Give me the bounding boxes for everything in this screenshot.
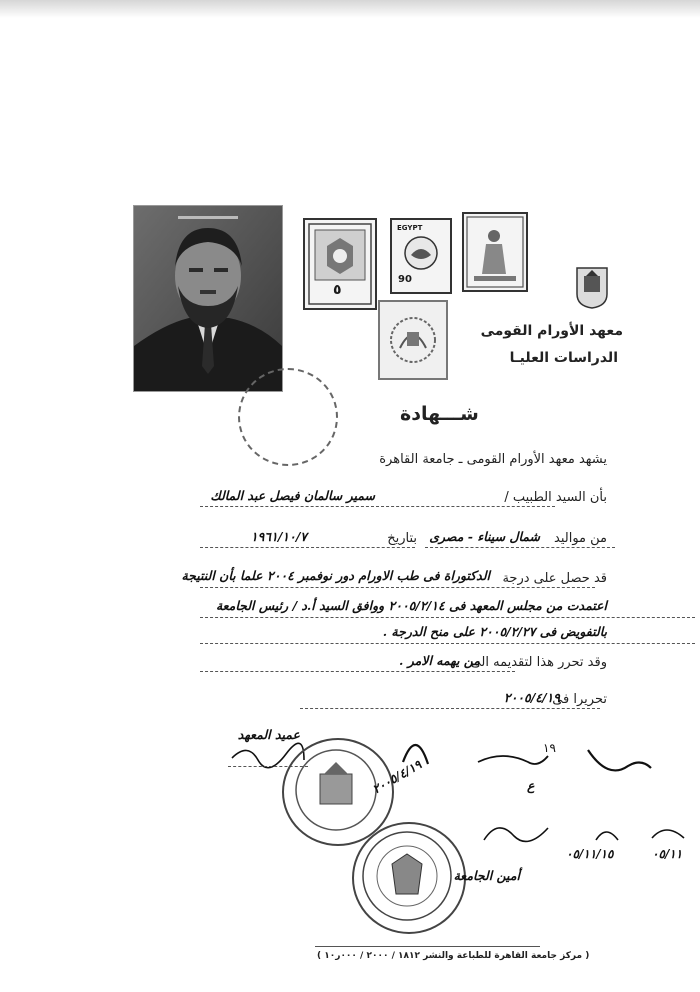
birthdate-line (200, 547, 415, 548)
certificate-title: شـــهادة (400, 403, 479, 425)
institute-seal-1 (238, 368, 338, 466)
department-name: الدراسات العليـا (509, 350, 618, 366)
svg-text:١٩: ١٩ (543, 741, 556, 755)
secretary-signature (478, 810, 558, 860)
purpose-label: وقد تحرر هذا لتقديمه الى (470, 655, 607, 670)
issued-date: ٢٠٠٥/٤/١٩ (503, 690, 560, 705)
degree-delegation: بالتفويض فى ٢٠٠٥/٢/٢٧ على منح الدرجة . (382, 624, 607, 639)
birthdate-value: ١٩٦١/١٠/٧ (250, 529, 307, 544)
doctor-label: بأن السيد الطبيب / (504, 490, 607, 505)
portrait-image (134, 206, 282, 391)
purpose-line (200, 671, 515, 672)
stamp-denomination: ٥ (333, 282, 342, 298)
birthplace-line (425, 547, 615, 548)
revenue-stamp-3 (462, 212, 528, 292)
secretary-label: أمين الجامعة (453, 868, 520, 883)
signature-date: ٢٠٠٥/٤/١٩ (370, 757, 424, 797)
calligraphy-emblem-icon (402, 234, 440, 272)
birthplace-value: شمال سيناء - مصرى (429, 529, 540, 544)
degree-line-2 (200, 617, 695, 618)
footer-rule (315, 946, 540, 947)
degree-line-1 (200, 587, 595, 588)
degree-text: الدكتوراة فى طب الاورام دور نوفمبر ٢٠٠٤ علما بأن النتيجة (181, 568, 490, 583)
stamp-value: 90 (398, 274, 412, 285)
eagle-emblem-icon (354, 824, 460, 928)
middle-note: ع (527, 778, 535, 793)
purpose-value: من يهمه الامر . (399, 653, 480, 668)
birthdate-label: بتاريخ (387, 531, 417, 546)
stamp-country: EGYPT (397, 224, 423, 232)
institute-name: معهد الأورام القومى (480, 323, 623, 339)
issued-line (300, 708, 600, 709)
dean-signature-label: عميد المعهد (237, 727, 300, 742)
official-signature (398, 722, 653, 784)
right-date-2: ٠٥/١١ (652, 847, 683, 861)
degree-label: قد حصل على درجة (502, 571, 607, 586)
scan-edge-shadow (0, 0, 700, 18)
issued-label: تحريرا فى (552, 692, 607, 707)
applicant-photo (133, 205, 283, 392)
doctor-name-line (200, 506, 555, 507)
printer-imprint: ( مركز جامعة القاهرة للطباعة والنشر ١٨١٢ / ٢٠٠٠ / ٠٠٠ر١٠ ) (317, 951, 590, 961)
revenue-stamp-1 (303, 218, 377, 310)
right-date-1: ٠٥/١١/١٥ (566, 847, 614, 861)
degree-approval: اعتمدت من مجلس المعهد فى ٢٠٠٥/٢/١٤ ووافق السيد أ.د / رئيس الجامعة (215, 598, 607, 613)
birthplace-label: من مواليد (554, 531, 607, 546)
university-seal (352, 822, 466, 934)
pharaonic-figure-icon (464, 214, 526, 290)
degree-line-3 (200, 643, 695, 644)
doctor-name: سمير سالمان فيصل عبد المالك (210, 488, 375, 503)
wreath-emblem-icon (380, 302, 446, 378)
cairo-university-logo (573, 264, 611, 310)
revenue-stamp-2 (390, 218, 452, 294)
certifying-statement: يشهد معهد الأورام القومى ـ جامعة القاهرة (379, 452, 607, 467)
overlay-stamp (378, 300, 448, 380)
